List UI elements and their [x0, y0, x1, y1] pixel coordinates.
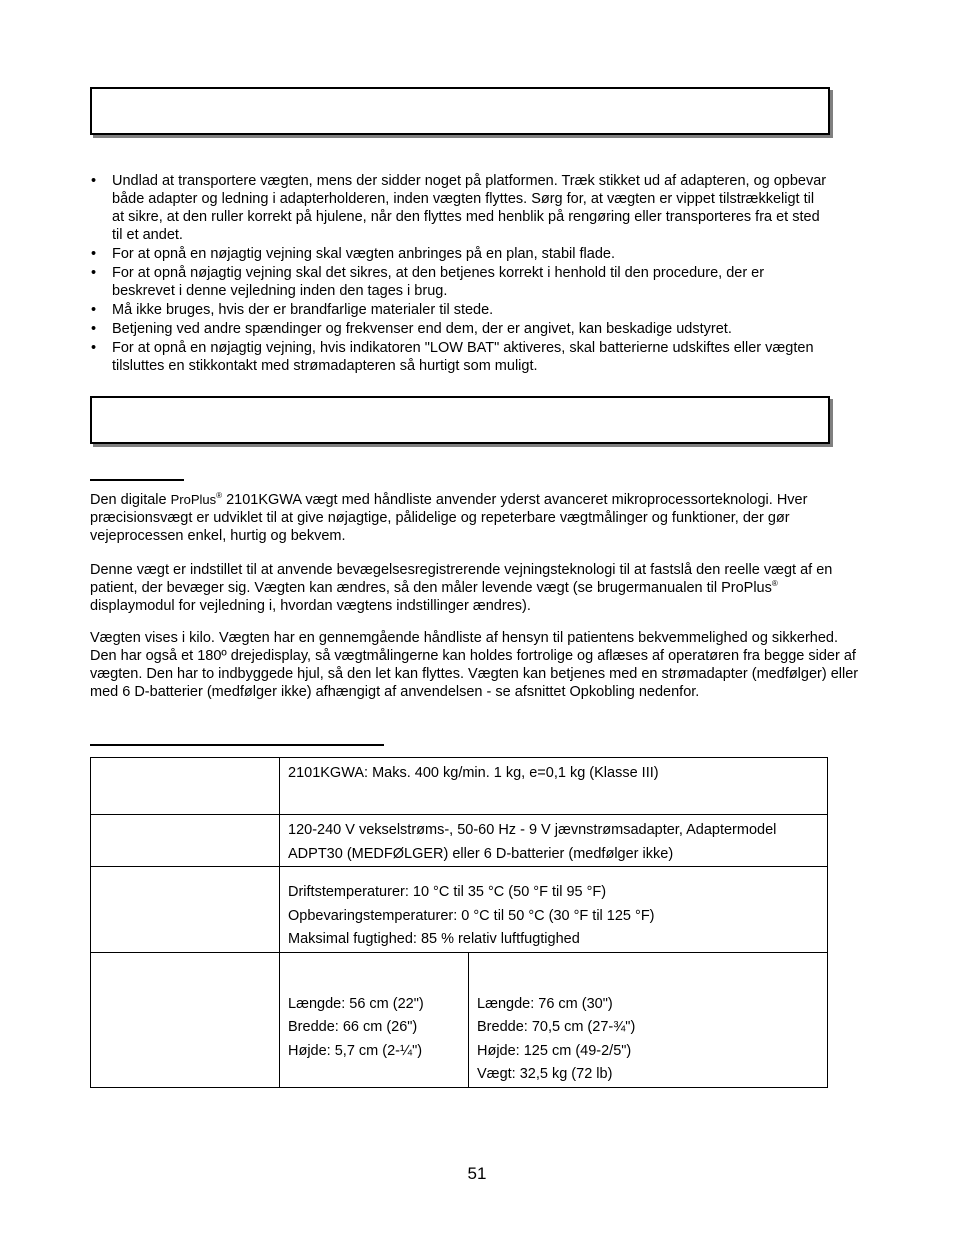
registered-mark: ® — [771, 579, 778, 588]
registered-mark: ® — [216, 491, 223, 500]
overall-dimension: Bredde: 70,5 cm (27-¾") — [477, 1019, 636, 1035]
motion-text-a: Denne vægt er indstillet til at anvende bevægelsesregistrerende vejningsteknologi til at fastslå den reelle vægt af en patient, der bevæger sig. Vægten kan ændres, så den måler levende vægt (se brugermanualen til ProPlus — [90, 562, 833, 596]
list-item: • For at opnå nøjagtig vejning skal det sikres, at den betjenes korrekt i henhold til den procedure, der er beskrevet i denne vejledning inden den tages i brug. — [90, 264, 830, 300]
motion-text-b: displaymodul for vejledning i, hvordan vægtens indstillinger ændres). — [90, 598, 531, 614]
overall-dimensions-cell — [469, 952, 828, 1087]
features-paragraph: Vægten vises i kilo. Vægten har en gennemgående håndliste af hensyn til patientens bekvemmelighed og sikkerhed. Den har også et 180º drejedisplay, så vægtmålingerne kan holdes fortrolige og aflæses af operatøren fra begge sider af vægten. Den har to indbyggede hjul, så den let kan flyttes. Vægten kan betjenes med en strømadapter (medfølger) eller med 6 D-batterier (medfølger ikke) afhængigt af anvendelsen - se afsnittet Opkobling nedenfor. — [90, 630, 859, 700]
list-item: • Betjening ved andre spændinger og frekvenser end dem, der er angivet, kan beskadige udstyret. — [90, 320, 830, 338]
brand-name: ProPlus — [170, 492, 217, 507]
platform-dimensions-cell — [280, 952, 469, 1087]
overall-dimension: Højde: 125 cm (49-2/5") — [477, 1042, 632, 1059]
table-row — [91, 815, 828, 867]
subheading-underline-2 — [90, 744, 384, 746]
environment-line: Maksimal fugtighed: 85 % relativ luftfugtighed — [288, 931, 580, 947]
overall-dimension: Længde: 76 cm (30") — [477, 995, 613, 1012]
list-item: • Må ikke bruges, hvis der er brandfarlige materialer til stede. — [90, 301, 830, 319]
table-row — [91, 758, 828, 815]
power-line: 120-240 V vekselstrøms-, 50-60 Hz - 9 V jævnstrømsadapter, Adaptermodel — [288, 822, 777, 838]
environment-value-cell — [280, 867, 828, 953]
intro-text-b: 2101KGWA vægt med håndliste anvender yderst avanceret mikroprocessorteknologi. Hver præcisionsvægt er udviklet til at give nøjagtige, pålidelige og repeterbare vægtmålinger og funktioner, der gør vejeprocessen enkel, hurtig og bekvem. — [90, 492, 808, 544]
dimensions-label-cell — [91, 952, 280, 1087]
section-heading-box-1 — [90, 87, 830, 135]
table-row — [91, 867, 828, 953]
subheading-underline-1 — [90, 479, 184, 481]
list-item: • For at opnå en nøjagtig vejning, hvis indikatoren "LOW BAT" aktiveres, skal batterierne udskiftes eller vægten tilsluttes en stikkontakt med strømadapteren så hurtigt som muligt. — [90, 339, 830, 375]
platform-dimension: Højde: 5,7 cm (2-¼") — [288, 1042, 423, 1059]
environment-line: Driftstemperaturer: 10 °C til 35 °C (50 °F til 95 °F) — [288, 884, 607, 900]
power-label-cell — [91, 815, 280, 867]
table-row — [91, 952, 828, 1087]
capacity-value: 2101KGWA: Maks. 400 kg/min. 1 kg, e=0,1 kg (Klasse III) — [288, 765, 659, 781]
specifications-table — [90, 757, 828, 1088]
capacity-value-cell — [280, 758, 828, 815]
motion-paragraph — [90, 561, 860, 615]
intro-text-a: Den digitale — [90, 492, 167, 508]
capacity-label-cell — [91, 758, 280, 815]
platform-dimension: Bredde: 66 cm (26") — [288, 1019, 418, 1035]
list-item: • For at opnå en nøjagtig vejning skal vægten anbringes på en plan, stabil flade. — [90, 245, 830, 263]
environment-line: Opbevaringstemperaturer: 0 °C til 50 °C (30 °F til 125 °F) — [288, 907, 655, 924]
power-value-cell — [280, 815, 828, 867]
overall-dimension: Vægt: 32,5 kg (72 lb) — [477, 1066, 613, 1082]
power-line: ADPT30 (MEDFØLGER) eller 6 D-batterier (medfølger ikke) — [288, 845, 674, 862]
section-heading-box-2 — [90, 396, 830, 444]
environment-label-cell — [91, 867, 280, 953]
page-number: 51 — [467, 1164, 487, 1183]
intro-paragraph — [90, 491, 860, 545]
precautions-list — [90, 172, 830, 376]
platform-dimension: Længde: 56 cm (22") — [288, 995, 424, 1012]
list-item: • Undlad at transportere vægten, mens der sidder noget på platformen. Træk stikket ud af adapteren, og opbevar både adapter og ledning i adapterholderen, inden vægten flyttes. Sørg for, at vægten er vippet tilstrækkeligt til at sikre, at den ruller korrekt på hjulene, når den flyttes med henblik på rengøring eller transporteres fra et sted til et andet. — [90, 172, 830, 244]
